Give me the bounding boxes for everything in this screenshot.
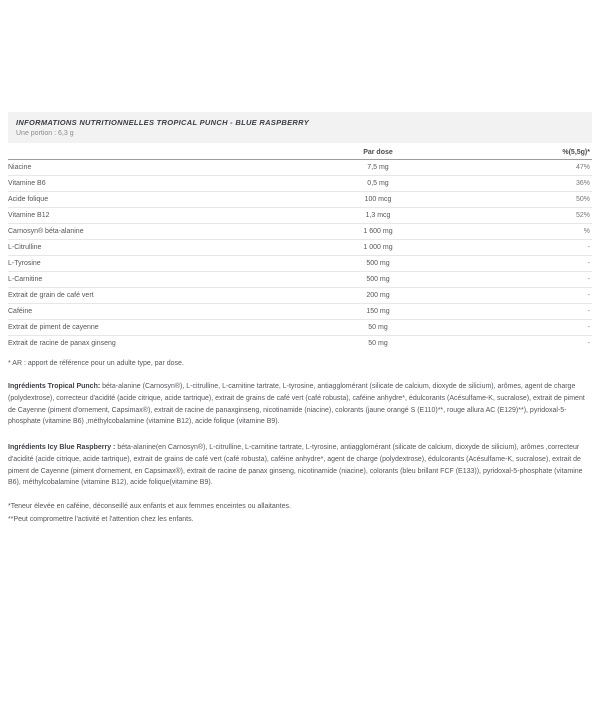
warning-footnotes — [8, 501, 592, 527]
nutrient-percent: 52% — [575, 212, 590, 219]
nutrient-name: L-Citrulline — [8, 244, 42, 251]
ingredients-blue-raspberry-text: béta-alanine(en Carnosyn®), L-citrulline, L-carnitine tartrate, L-tyrosine, antiagglomérant (silicate de calcium, dioxyde de silicium), arômes ,correcteur d'acidité (acide citrique, acide tartrique), extrait de grains de café vert (café robusta), caféine anhydre*, agent de charge (polydextrose), édulcorants (Acésulfame-K, sucralose), extrait de piment de Cayenne (piment d'ornement, en Capsimax®), extrait de racine de panax ginseng, nicotinamide (niacine), colorants (bleu brillant FCF (E133)), pyridoxal-5-phosphate (vitamine B6), méthylcobalamine (vitamine B12), acide folique(vitamine B9). — [8, 444, 583, 487]
nutrient-name: Vitamine B6 — [8, 180, 46, 187]
table-row — [8, 272, 592, 288]
reference-intake-note: * AR : apport de référence pour un adulte type, par dose. — [8, 360, 184, 367]
nutrient-percent: - — [587, 260, 590, 267]
table-row — [8, 288, 592, 304]
nutrient-name: Carnosyn® béta-alanine — [8, 228, 84, 235]
nutrient-percent: % — [583, 228, 590, 235]
nutrient-percent: - — [587, 340, 590, 347]
ingredients-blue-raspberry — [8, 442, 592, 489]
nutrient-percent: - — [587, 292, 590, 299]
nutrient-dose: 500 mg — [366, 276, 390, 283]
nutrient-name: Extrait de piment de cayenne — [8, 324, 99, 331]
nutrient-dose: 100 mcg — [364, 196, 392, 203]
nutrient-dose: 500 mg — [366, 260, 390, 267]
panel-header — [8, 112, 592, 143]
nutrient-percent: 36% — [575, 180, 590, 187]
nutrient-percent: 47% — [575, 164, 590, 171]
caffeine-warning: *Teneur élevée en caféine, déconseillé aux enfants et aux femmes enceintes ou allaitantes. — [8, 503, 291, 510]
table-row — [8, 208, 592, 224]
table-header-row — [8, 143, 592, 160]
children-warning: **Peut compromettre l'activité et l'attention chez les enfants. — [8, 515, 194, 523]
nutrient-table — [8, 160, 592, 351]
nutrient-name: Caféine — [8, 308, 33, 315]
nutrient-dose: 1 000 mg — [363, 244, 393, 251]
table-row — [8, 224, 592, 240]
nutrient-name: L-Carnitine — [8, 276, 43, 283]
nutrient-percent: - — [587, 324, 590, 331]
nutrient-dose: 1,3 mcg — [365, 212, 391, 219]
nutrient-name: Niacine — [8, 164, 32, 171]
table-row — [8, 240, 592, 256]
table-row — [8, 176, 592, 192]
nutrient-name: Vitamine B12 — [8, 212, 50, 219]
nutrient-name: L-Tyrosine — [8, 260, 41, 267]
panel-title: INFORMATIONS NUTRITIONNELLES TROPICAL PUNCH - BLUE RASPBERRY — [16, 118, 310, 127]
nutrient-dose: 1 600 mg — [363, 228, 393, 235]
column-header-dose: Par dose — [363, 149, 393, 156]
nutrient-percent: - — [587, 276, 590, 283]
nutrient-dose: 7,5 mg — [367, 164, 389, 171]
ingredients-tropical-punch-text: béta-alanine (Carnosyn®), L-citrulline, L-carnitine tartrate, L-tyrosine, antiagglomérant (silicate de calcium, dioxyde de silicium), arômes, agent de charge (polydextrose), correcteur d'acidité (acide citrique, acide tartrique), extrait de grains de café vert (café robusta), caféine anhydre*, édulcorants (Acésulfame-K, sucralose), extrait de piment de Cayenne (piment d'ornement, Capsimax®), extrait de racine de panaxginseng, nicotinamide (niacine), colorants (jaune orangé S (E110)**, rouge allura AC (E129)**), pyridoxal-5-phosphate (vitamine B6) ,méthylcobalamine (vitamine B12), acide folique (vitamine B9). — [8, 383, 585, 426]
nutrition-panel — [8, 112, 592, 527]
table-row — [8, 336, 592, 351]
nutrient-dose: 200 mg — [366, 292, 390, 299]
table-row — [8, 160, 592, 176]
table-row — [8, 304, 592, 320]
table-row — [8, 256, 592, 272]
nutrient-name: Acide folique — [8, 196, 49, 203]
nutrient-dose: 0,5 mg — [367, 180, 389, 187]
ingredients-blue-raspberry-label: Ingrédients Icy Blue Raspberry : — [8, 444, 116, 451]
nutrient-name: Extrait de racine de panax ginseng — [8, 340, 116, 347]
ingredients-tropical-punch — [8, 381, 592, 428]
nutrient-name: Extrait de grain de café vert — [8, 292, 94, 299]
nutrient-dose: 50 mg — [368, 324, 388, 331]
nutrient-percent: 50% — [575, 196, 590, 203]
column-header-percent: %(5,5g)* — [562, 149, 590, 156]
ingredients-tropical-punch-label: Ingrédients Tropical Punch: — [8, 383, 101, 390]
nutrient-dose: 150 mg — [366, 308, 390, 315]
nutrient-percent: - — [587, 244, 590, 251]
table-row — [8, 320, 592, 336]
serving-size: Une portion : 6,3 g — [16, 130, 74, 137]
nutrient-percent: - — [587, 308, 590, 315]
table-row — [8, 192, 592, 208]
nutrient-dose: 50 mg — [368, 340, 388, 347]
